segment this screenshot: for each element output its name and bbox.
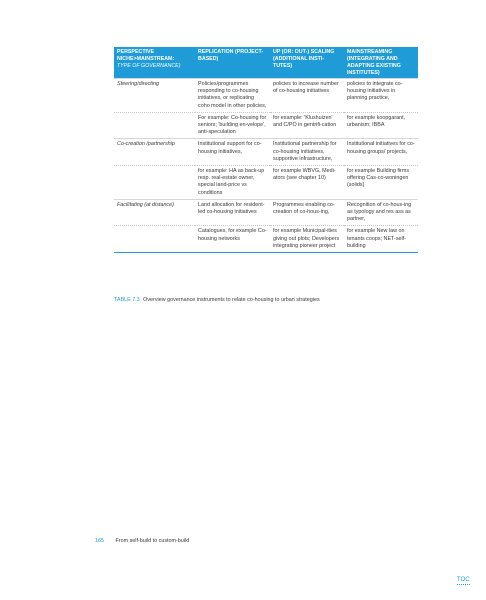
header-title: PERSPECTIVE NICHE>MAINSTREAM: [117,49,175,62]
table-cell: For example: Co-housing for seniors; 'building en-velope', anti-speculation [195,112,270,139]
table-cell: for example Municipal-ities giving out plots; Developers integrating pioneer project [270,226,344,253]
row-lead [114,166,195,200]
table-row [114,112,418,139]
table-row [114,226,418,253]
header-title: REPLICATION (PROJECT-BASED) [198,49,264,62]
running-title: From self-build to custom-build [115,538,190,544]
row-lead [114,226,195,253]
table-row [114,79,418,113]
table-cell: Catalogues, for example Co-housing networks [195,226,270,253]
table-cell: Recognition of co-hous-ing as typology and res ass as partner, [344,199,418,226]
table-cell: policies to increase number of co-housing initiatives [270,79,344,113]
table-cell: for example Building firms offering Cas-co-woningen (solids) [344,166,418,200]
table-cell: Policies/programmes responding to co-housing initiatives, or replicating coho model in other policies, [195,79,270,113]
table-cell: policies to integrate co-housing initiatives in planning practice, [344,79,418,113]
table-caption [114,297,320,303]
toc-link[interactable]: TOC [457,577,470,583]
caption-text: Overview governance instruments to relate co-housing to urban strategies [143,297,320,303]
table-cell: for example: HA as back-up resp. real-estate owner, special land-price vs conditions [195,166,270,200]
header-title: UP (OR: OUT-) SCALING (ADDITIONAL INSTI-TUTES) [273,49,335,69]
row-lead: Facilitating (at distance) [114,199,195,226]
header-subtitle: TYPE OF GOVERNANCE) [117,63,181,69]
header-upscaling [270,47,344,79]
table-cell: for example: 'Klushuizen' and C/PO in gentrifi-cation [270,112,344,139]
row-lead: Co-creation /partnership [114,139,195,166]
caption-label: TABLE 7.3 [114,297,140,303]
page-footer [95,538,189,544]
governance-table [114,47,418,253]
table-cell: Institutional partnership for co-housing initiatives, supportive infrastructure, [270,139,344,166]
table-cell: Programmes enabling co-creation of co-hous-ing, [270,199,344,226]
table-header-row [114,47,418,79]
table-row [114,199,418,226]
header-replication [195,47,270,79]
table-cell: Institutional initiatives for co-housing groups/ projects, [344,139,418,166]
table-row [114,166,418,200]
table-cell: for example New law on tenants coops; NET-self-building [344,226,418,253]
row-lead: Steering/directing [114,79,195,113]
header-perspective [114,47,195,79]
header-title: MAINSTREAMING (INTEGRATING AND ADAPTING EXISTING INSTITUTES) [347,49,401,76]
table-cell: for example koopgarant, urbanism; IBBA [344,112,418,139]
table-cell: Institutional support for co-housing initiatives, [195,139,270,166]
table-row [114,139,418,166]
table-cell: Land allocation for resident-led co-housing initiatives [195,199,270,226]
page-number: 165 [95,538,104,544]
table-cell: for example WBVG, Medi-ators (see chapter 10) [270,166,344,200]
header-mainstreaming [344,47,418,79]
row-lead [114,112,195,139]
